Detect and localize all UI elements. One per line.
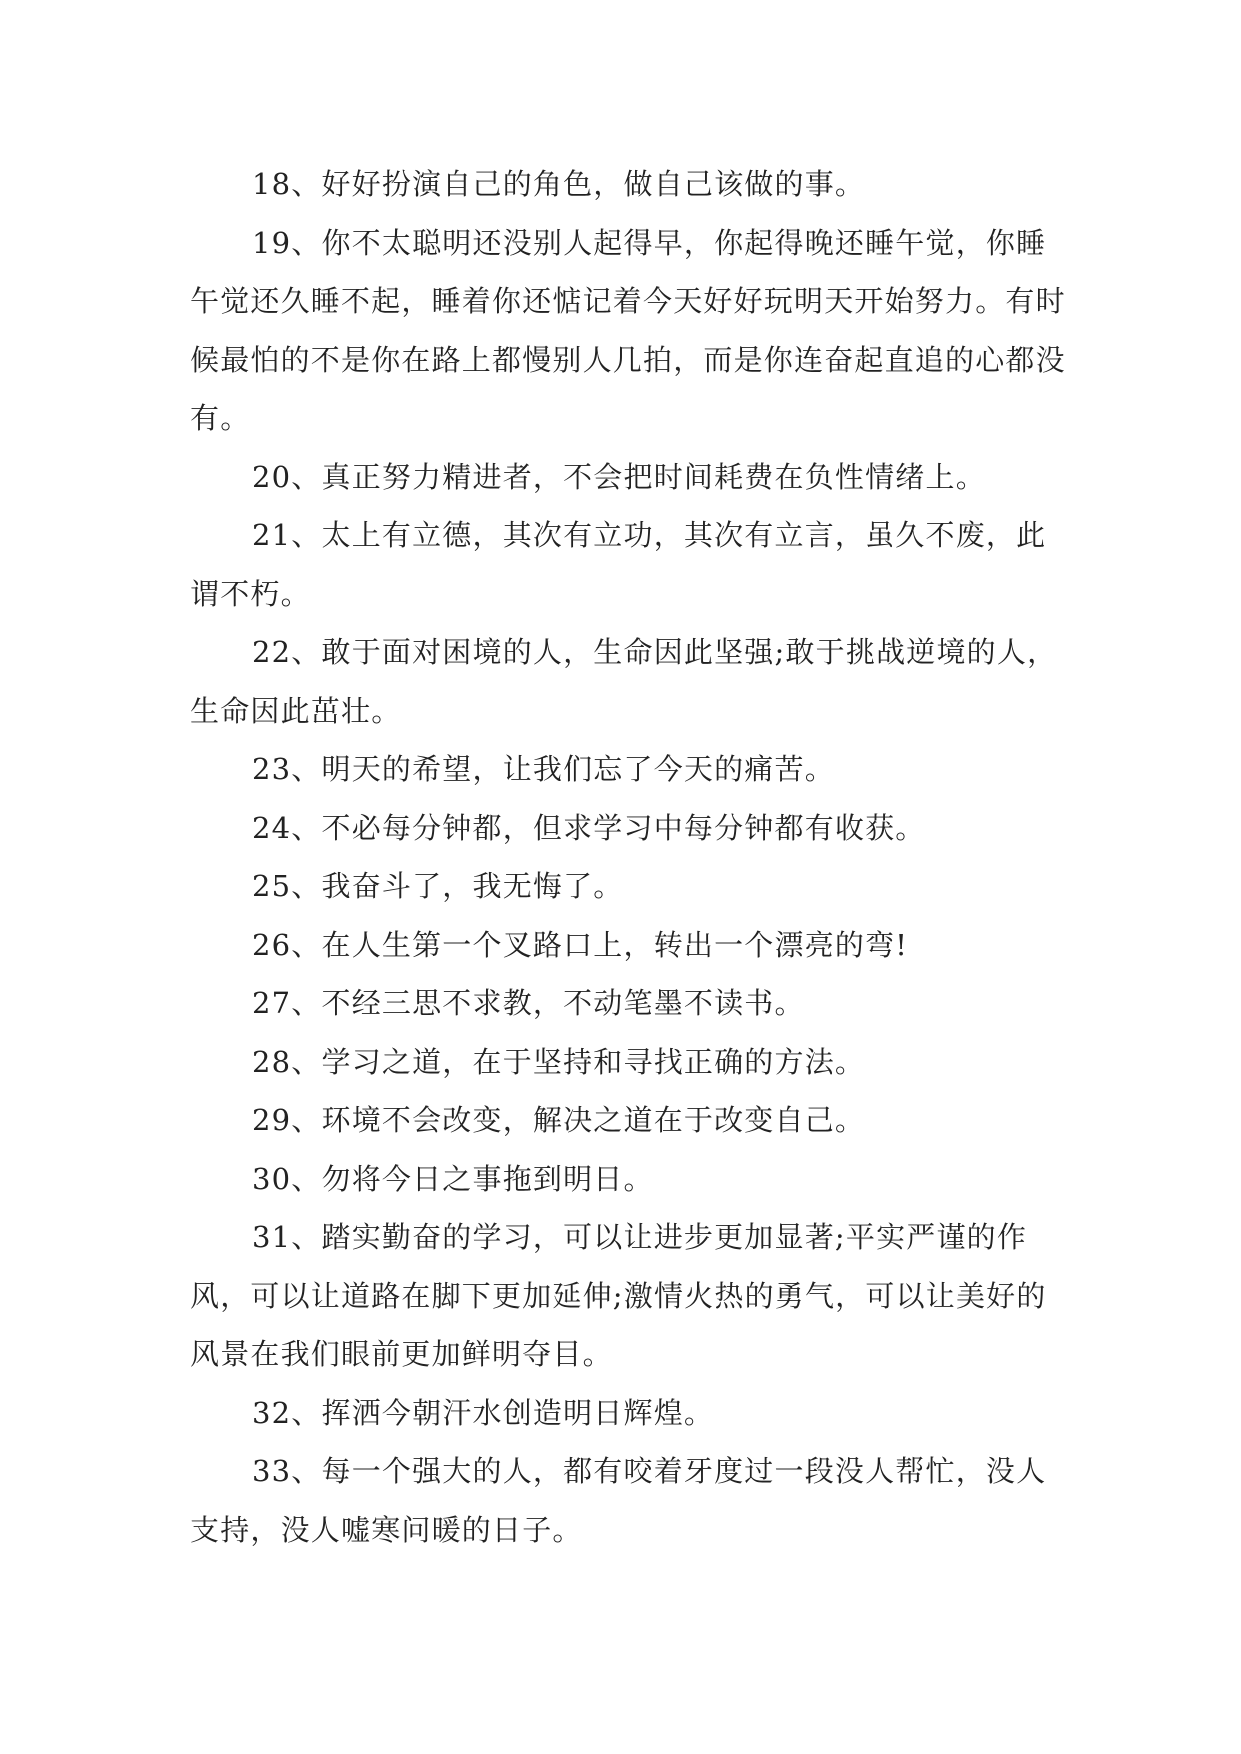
paragraph-18: 18、好好扮演自己的角色，做自己该做的事。	[252, 167, 866, 201]
paragraph-26: 26、在人生第一个叉路口上，转出一个漂亮的弯!	[252, 927, 909, 962]
document-body	[190, 155, 1070, 1559]
paragraph-19: 19、你不太聪明还没别人起得早，你起得晚还睡午觉，你睡午觉还久睡不起，睡着你还惦记着今天好好玩明天开始努力。有时候最怕的不是你在路上都慢别人几拍，而是你连奋起直追的心都没有。	[190, 225, 1066, 435]
paragraph-32: 32、挥洒今朝汗水创造明日辉煌。	[252, 1395, 715, 1430]
paragraph-24: 24、不必每分钟都，但求学习中每分钟都有收获。	[252, 810, 926, 845]
paragraph-23: 23、明天的希望，让我们忘了今天的痛苦。	[252, 752, 835, 786]
paragraph-28: 28、学习之道，在于坚持和寻找正确的方法。	[252, 1044, 866, 1079]
paragraph-21: 21、太上有立德，其次有立功，其次有立言，虽久不废，此谓不朽。	[190, 518, 1047, 611]
paragraph-33: 33、每一个强大的人，都有咬着牙度过一段没人帮忙，没人支持，没人嘘寒问暖的日子。	[190, 1454, 1047, 1547]
paragraph-31: 31、踏实勤奋的学习，可以让进步更加显著;平实严谨的作风，可以让道路在脚下更加延伸;激情火热的勇气，可以让美好的风景在我们眼前更加鲜明夺目。	[190, 1220, 1047, 1371]
paragraph-27: 27、不经三思不求教，不动笔墨不读书。	[252, 986, 805, 1020]
paragraph-22: 22、敢于面对困境的人，生命因此坚强;敢于挑战逆境的人，生命因此茁壮。	[190, 635, 1058, 728]
paragraph-30: 30、勿将今日之事拖到明日。	[252, 1161, 654, 1196]
paragraph-25: 25、我奋斗了，我无悔了。	[252, 869, 624, 903]
paragraph-20: 20、真正努力精进者，不会把时间耗费在负性情绪上。	[252, 459, 986, 494]
paragraph-29: 29、环境不会改变，解决之道在于改变自己。	[252, 1103, 866, 1137]
